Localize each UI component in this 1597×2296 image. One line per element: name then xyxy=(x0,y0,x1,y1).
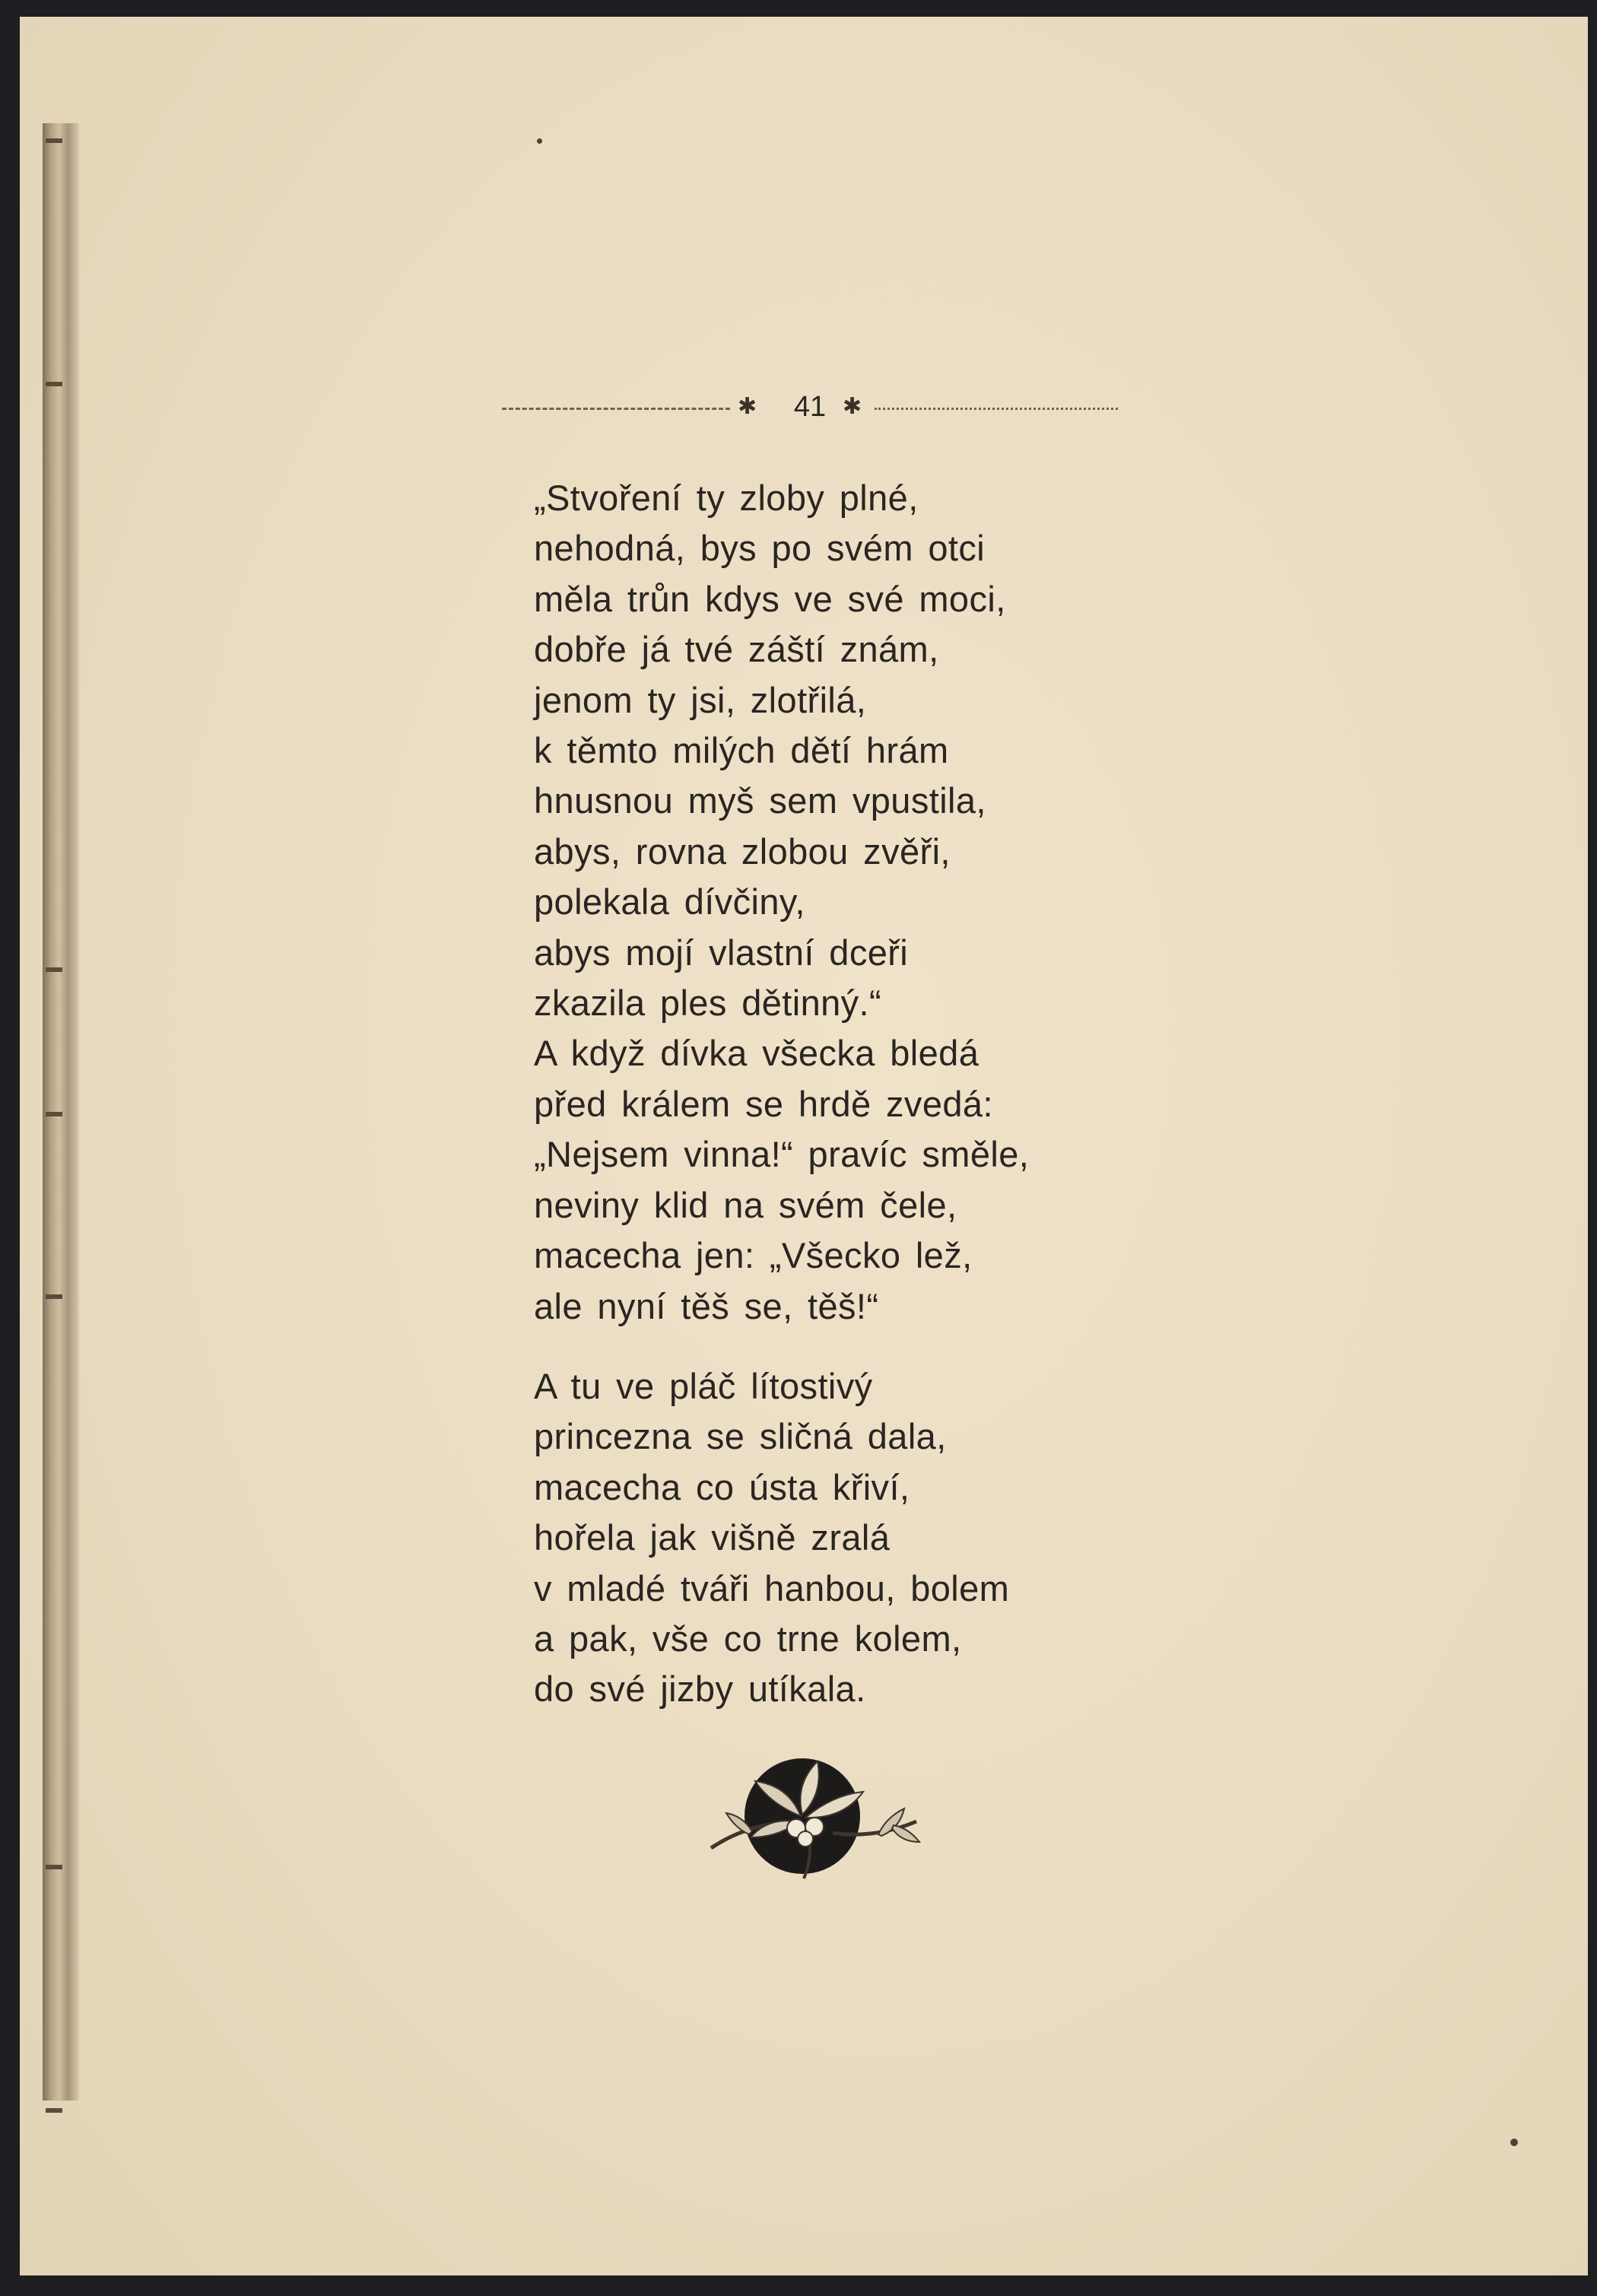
verse-line: jenom ty jsi, zlotřilá, xyxy=(534,679,867,720)
running-head-rule-left xyxy=(502,408,730,410)
stanza xyxy=(534,1361,1112,1715)
binding-stitch xyxy=(46,2108,62,2113)
asterisk-ornament-icon: ✱ xyxy=(738,393,757,420)
verse-line: ale nyní těš se, těš!“ xyxy=(534,1285,879,1326)
verse-line: nehodná, bys po svém otci xyxy=(534,528,986,569)
verse-line: a pak, vše co trne kolem, xyxy=(534,1618,962,1659)
verse-line: A tu ve pláč lítostivý xyxy=(534,1365,873,1406)
verse-line: dobře já tvé záští znám, xyxy=(534,629,939,670)
binding-stitch xyxy=(46,1294,62,1299)
verse-line: hnusnou myš sem vpustila, xyxy=(534,780,986,821)
verse-line: macecha jen: „Všecko lež, xyxy=(534,1235,973,1276)
floral-vignette-icon xyxy=(703,1749,932,1886)
page-number: 41 xyxy=(793,391,827,423)
stanza xyxy=(534,473,1112,1332)
verse-line: před králem se hrdě zvedá: xyxy=(534,1083,993,1124)
running-head xyxy=(502,388,1118,426)
verse-line: do své jizby utíkala. xyxy=(534,1669,866,1710)
verse-line: zkazila ples dětinný.“ xyxy=(534,983,882,1024)
verse-line: „Nejsem vinna!“ pravíc směle, xyxy=(534,1134,1030,1175)
verse-line: měla trůn kdys ve své moci, xyxy=(534,578,1006,619)
verse-line: princezna se sličná dala, xyxy=(534,1416,947,1457)
verse-line: hořela jak višně zralá xyxy=(534,1517,891,1558)
asterisk-ornament-icon: ✱ xyxy=(843,393,862,420)
verse-line: macecha co ústa křiví, xyxy=(534,1466,910,1507)
verse-line: „Stvoření ty zloby plné, xyxy=(534,478,919,518)
binding-stitch xyxy=(46,382,62,386)
verse-line: abys, rovna zlobou zvěři, xyxy=(534,830,951,872)
verse-line: A když dívka všecka bledá xyxy=(534,1033,979,1074)
paper-speck xyxy=(537,138,542,144)
paper-speck xyxy=(1510,2139,1518,2146)
verse-line: polekala dívčiny, xyxy=(534,881,805,923)
verse-line: abys mojí vlastní dceři xyxy=(534,932,909,973)
verse-line: v mladé tváři hanbou, bolem xyxy=(534,1567,1010,1608)
poem-text xyxy=(534,473,1112,1715)
binding-stitch xyxy=(46,967,62,972)
binding-stitch xyxy=(46,1112,62,1116)
verse-line: neviny klid na svém čele, xyxy=(534,1184,957,1225)
verse-line: k těmto milých dětí hrám xyxy=(534,730,949,771)
binding-stitch xyxy=(46,138,62,143)
running-head-rule-right xyxy=(875,408,1118,410)
binding-stitch xyxy=(46,1865,62,1869)
